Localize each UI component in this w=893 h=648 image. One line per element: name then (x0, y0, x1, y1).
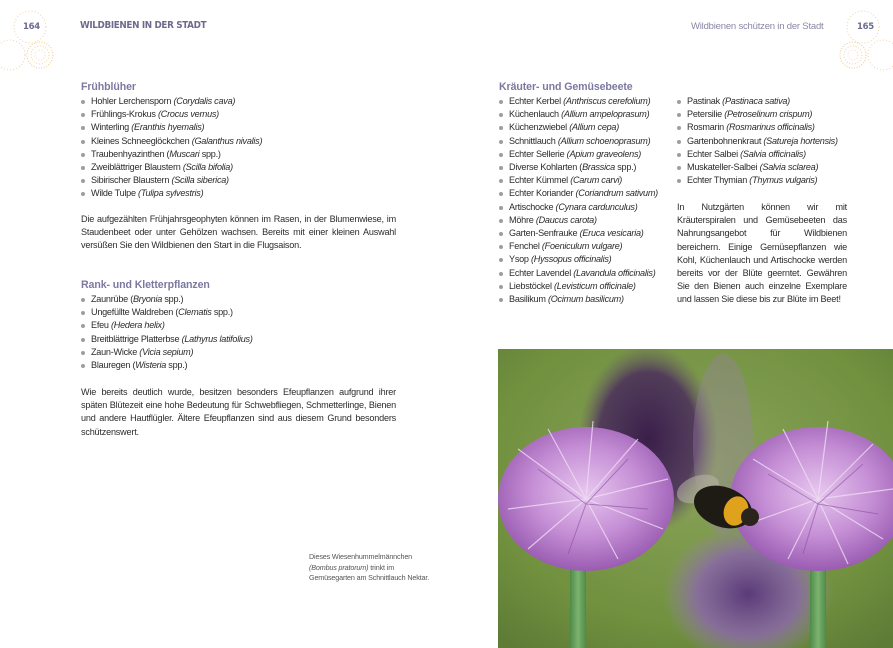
plant-common-name: Breitblättrige Platterbse (91, 333, 180, 344)
plant-list-item (677, 174, 838, 187)
plant-latin-name: (Foeniculum vulgare) (541, 241, 623, 252)
paragraph-kraeuter: In Nutzgärten können wir mit Kräuterspiralen und Gemüsebeeten das Nahrungsangebot für Wildbienen bereichern. Einige Gemüsepflanzen wie Kohl, Küchenlauch und Artischocke werden bereits vor der Blüte geerntet. Gewähren Sie den Bienen auch einzelne Exemplare und lassen Sie diese bis zur Blüte im Beet! (677, 202, 847, 305)
plant-common-name: Echter Sellerie (509, 148, 565, 159)
section-heading-rankpflanzen: Rank- und Kletterpflanzen (81, 279, 210, 291)
plant-list-item (499, 214, 658, 227)
plant-list-item (499, 174, 658, 187)
plant-list-item (677, 135, 838, 148)
plant-latin-name: (Vicia sepium) (139, 346, 194, 357)
plant-common-name: Liebstöckel (509, 280, 552, 291)
plant-latin-name: (Corydalis cava) (173, 96, 236, 106)
page-number-right: 165 (857, 22, 874, 32)
plant-common-name: Muskateller-Salbei (687, 162, 758, 173)
plant-common-name: Hohler Lerchensporn (91, 96, 172, 106)
plant-common-name: Echter Lavendel (509, 267, 571, 278)
plant-latin-name: (Eruca vesicaria) (579, 228, 644, 239)
plant-latin-name: (Scilla bifolia) (182, 162, 233, 173)
plant-latin-name: (Tulipa sylvestris) (138, 188, 204, 199)
plant-latin-name: (Cynara cardunculus) (555, 201, 638, 212)
plant-common-name: Winterling (91, 122, 129, 133)
plant-list-kraeuter-col2 (677, 95, 838, 187)
plant-latin-name: (Pastinaca sativa) (722, 96, 790, 106)
plant-name-suffix: spp.) (166, 360, 188, 371)
plant-list-item (499, 108, 658, 121)
plant-name-suffix: spp.) (162, 294, 184, 304)
plant-list-item (499, 253, 658, 266)
running-head-left: WILDBIENEN IN DER STADT (80, 20, 207, 31)
plant-list-item (81, 293, 253, 306)
plant-latin-name: (Thymus vulgaris) (749, 175, 818, 186)
plant-list-item (81, 135, 262, 148)
plant-common-name: Wilde Tulpe (91, 188, 136, 199)
plant-list-item (81, 306, 253, 319)
plant-list-item (499, 201, 658, 214)
plant-common-name: Echter Thymian (687, 175, 748, 186)
plant-latin-name: (Salvia officinalis) (740, 148, 806, 159)
page-number-left: 164 (23, 22, 40, 32)
paragraph-rankpflanzen: Wie bereits deutlich wurde, besitzen besonders Efeupflanzen aufgrund ihrer späten Blütezeit eine hohe Bedeutung für Schwebfliegen, Schmetterlinge, Bienen und andere Hautflügler. Ältere Efeupflanzen sind aus diesem Grund besonders schützenswert. (81, 387, 396, 437)
plant-list-item (677, 95, 838, 108)
plant-common-name: Echter Kümmel (509, 175, 568, 186)
decorative-dotted-circles-right (833, 0, 893, 80)
section-heading-kraeuter: Kräuter- und Gemüsebeete (499, 81, 633, 93)
section-heading-fruehblueher: Frühblüher (81, 81, 136, 93)
plant-common-name: Ysop (509, 254, 529, 265)
plant-latin-name: (Anthriscus cerefolium) (563, 96, 651, 106)
plant-latin-name: (Salvia sclarea) (759, 162, 819, 173)
plant-latin-name: Bryonia (132, 294, 163, 304)
plant-list-item (81, 346, 253, 359)
plant-latin-name: (Allium cepa) (569, 122, 620, 133)
plant-common-name: Traubenhyazinthen ( (91, 148, 170, 159)
plant-list-item (81, 319, 253, 332)
plant-list-item (499, 267, 658, 280)
plant-name-suffix: spp.) (211, 307, 233, 318)
plant-common-name: Zaun-Wicke (91, 346, 138, 357)
plant-latin-name: (Crocus vernus) (158, 109, 219, 120)
plant-latin-name: Brassica (582, 162, 615, 173)
plant-common-name: Möhre (509, 214, 534, 225)
plant-list-item (499, 293, 658, 306)
plant-common-name: Küchenlauch (509, 109, 559, 120)
plant-list-item (81, 148, 262, 161)
plant-list-item (499, 135, 658, 148)
plant-latin-name: (Satureja hortensis) (763, 135, 838, 146)
plant-latin-name: (Galanthus nivalis) (191, 135, 263, 146)
plant-list-item (81, 333, 253, 346)
plant-list-item (677, 161, 838, 174)
plant-latin-name: (Lavandula officinalis) (573, 267, 656, 278)
plant-common-name: Schnittlauch (509, 135, 556, 146)
running-head-right: Wildbienen schützen in der Stadt (691, 21, 824, 32)
plant-list-item (81, 174, 262, 187)
plant-latin-name: (Hedera helix) (111, 320, 165, 331)
plant-common-name: Ungefüllte Waldreben ( (91, 307, 179, 318)
plant-list-item (499, 240, 658, 253)
plant-common-name: Zaunrübe ( (91, 294, 133, 304)
plant-list-item (677, 148, 838, 161)
plant-latin-name: (Coriandrum sativum) (575, 188, 658, 199)
plant-latin-name: (Levisticum officinale) (554, 280, 636, 291)
plant-common-name: Basilikum (509, 294, 546, 305)
plant-list-item (499, 121, 658, 134)
plant-common-name: Sibirischer Blaustern (91, 175, 170, 186)
plant-latin-name: (Allium ampeloprasum) (561, 109, 650, 120)
photo-caption: Dieses Wiesenhummelmännchen (Bombus pratorum) trinkt im Gemüsegarten am Schnittlauch Nektar. (309, 552, 430, 583)
plant-common-name: Frühlings-Krokus (91, 109, 156, 120)
plant-latin-name: (Rosmarinus officinalis) (726, 122, 815, 133)
plant-list-item (499, 161, 658, 174)
plant-list-item (677, 108, 838, 121)
decorative-dotted-circles-left (0, 0, 60, 80)
plant-latin-name: (Apium graveolens) (566, 148, 642, 159)
plant-list-item (499, 95, 658, 108)
plant-latin-name: (Hyssopus officinalis) (531, 254, 612, 265)
plant-latin-name: (Scilla siberica) (171, 175, 229, 186)
plant-list-item (677, 121, 838, 134)
plant-common-name: Echter Salbei (687, 148, 738, 159)
plant-latin-name: (Petroselinum crispum) (724, 109, 813, 120)
plant-common-name: Diverse Kohlarten ( (509, 162, 583, 173)
plant-latin-name: (Lathyrus latifolius) (181, 333, 253, 344)
plant-common-name: Kleines Schneeglöckchen (91, 135, 190, 146)
plant-common-name: Pastinak (687, 96, 720, 106)
plant-list-item (81, 161, 262, 174)
plant-common-name: Rosmarin (687, 122, 724, 133)
plant-list-fruehblueher (81, 95, 262, 201)
plant-common-name: Blauregen ( (91, 360, 136, 371)
photo-bumblebee-on-chives (498, 349, 893, 648)
plant-latin-name: Wisteria (135, 360, 167, 371)
plant-list-item (81, 108, 262, 121)
plant-list-item (81, 359, 253, 372)
plant-list-item (81, 187, 262, 200)
plant-latin-name: Muscari (169, 148, 200, 159)
plant-list-item (499, 187, 658, 200)
plant-latin-name: Clematis (178, 307, 212, 318)
plant-list-item (499, 227, 658, 240)
plant-list-rankpflanzen (81, 293, 253, 372)
plant-common-name: Fenchel (509, 241, 540, 252)
plant-latin-name: (Carum carvi) (570, 175, 623, 186)
plant-common-name: Petersilie (687, 109, 722, 120)
plant-common-name: Küchenzwiebel (509, 122, 567, 133)
plant-common-name: Echter Kerbel (509, 96, 561, 106)
plant-latin-name: (Ocimum basilicum) (547, 294, 624, 305)
plant-common-name: Gartenbohnenkraut (687, 135, 762, 146)
plant-list-item (81, 95, 262, 108)
plant-common-name: Echter Koriander (509, 188, 574, 199)
plant-common-name: Artischocke (509, 201, 554, 212)
plant-common-name: Garten-Senfrauke (509, 228, 578, 239)
plant-latin-name: (Allium schoenoprasum) (557, 135, 651, 146)
plant-name-suffix: spp.) (199, 148, 221, 159)
plant-latin-name: (Eranthis hyemalis) (131, 122, 205, 133)
plant-list-item (81, 121, 262, 134)
plant-common-name: Efeu (91, 320, 109, 331)
plant-latin-name: (Daucus carota) (535, 214, 597, 225)
paragraph-fruehblueher: Die aufgezählten Frühjahrsgeophyten können im Rasen, in der Blumenwiese, im Staudenbeet oder unter Gehölzen wachsen. Bereits mit einer kleinen Auswahl versüßen Sie den Wildbienen den Start in die Flugsaison. (81, 214, 396, 251)
plant-common-name: Zweiblättriger Blaustern (91, 162, 181, 173)
plant-list-item (499, 280, 658, 293)
plant-name-suffix: spp.) (614, 162, 637, 173)
plant-list-kraeuter-col1 (499, 95, 658, 306)
plant-list-item (499, 148, 658, 161)
